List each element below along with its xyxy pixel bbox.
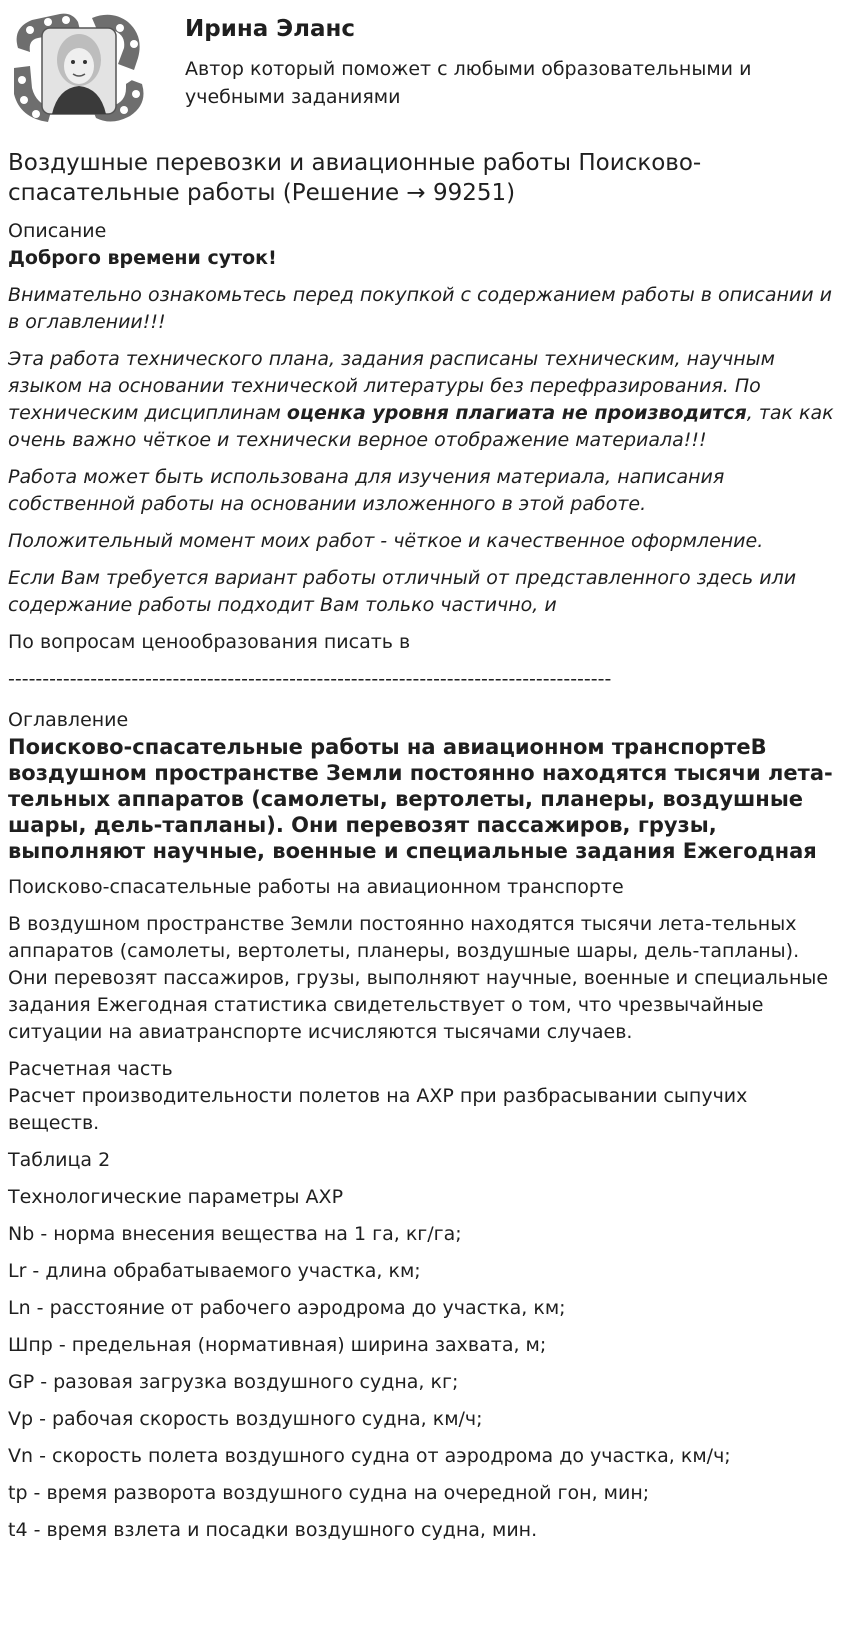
parameter-item: Ln - расстояние от рабочего аэродрома до участка, км; xyxy=(8,1297,566,1319)
section-paragraph: В воздушном пространстве Земли постоянно находятся тысячи лета-тельных аппаратов (самолеты, вертолеты, планеры, воздушные шары, дель-тапланы). Они перевозят пассажиров, грузы, выполняют научные, военные и специальные задания Ежегодная статистика свидетельствует о том, что чрезвычайные ситуации на авиатранспорте исчисляются тысячами случаев. xyxy=(8,913,829,1043)
positive-paragraph: Положительный момент моих работ - чёткое и качественное оформление. xyxy=(8,530,764,552)
variant-paragraph: Если Вам требуется вариант работы отличный от представленного здесь или содержание работы подходит Вам только частично, и xyxy=(8,567,797,616)
parameter-item: Nb - норма внесения вещества на 1 га, кг/га; xyxy=(8,1223,462,1245)
page-title: Воздушные перевозки и авиационные работы Поисково-спасательные работы (Решение → 99251) xyxy=(8,150,702,206)
technical-paragraph-bold: оценка уровня плагиата не производится xyxy=(286,402,747,424)
description-label: Описание xyxy=(8,220,107,242)
usage-paragraph: Работа может быть использована для изучения материала, написания собственной работы на основании изложенного в этой работе. xyxy=(8,466,725,515)
technical-paragraph-part1: Эта работа технического плана, задания расписаны техническим, научным языком на основании технической литературы без перефразирования. По техническим дисциплинам xyxy=(8,348,775,424)
parameters-list xyxy=(8,1221,838,1544)
section-title: Поисково-спасательные работы на авиационном транспорте xyxy=(8,876,624,898)
calc-paragraph: Расчет производительности полетов на АХР при разбрасывании сыпучих веществ. xyxy=(8,1085,748,1134)
technical-paragraph xyxy=(8,346,838,454)
parameter-item: Vp - рабочая скорость воздушного судна, км/ч; xyxy=(8,1408,483,1430)
author-description: Автор который поможет с любыми образовательными и учебными заданиями xyxy=(185,58,752,108)
toc-label: Оглавление xyxy=(8,709,129,731)
parameter-item: GP - разовая загрузка воздушного судна, кг; xyxy=(8,1371,459,1393)
parameter-item: t4 - время взлета и посадки воздушного судна, мин. xyxy=(8,1519,538,1541)
intro-paragraph: Внимательно ознакомьтесь перед покупкой с содержанием работы в описании и в оглавлении!!! xyxy=(8,284,832,333)
technical-paragraph-part2: , так как очень важно чёткое и технически верное отображение материала!!! xyxy=(8,402,834,451)
toc-heading: Поисково-спасательные работы на авиационном транспортеВ воздушном пространстве Земли постоянно находятся тысячи лета-тельных аппаратов (самолеты, вертолеты, планеры, воздушные шары, дель-тапланы). Они перевозят пассажиров, грузы, выполняют научные, военные и специальные задания Ежегодная xyxy=(8,735,833,863)
table-label: Таблица 2 xyxy=(8,1149,111,1171)
pricing-paragraph: По вопросам ценообразования писать в xyxy=(8,631,411,653)
author-name: Ирина Эланс xyxy=(185,16,356,42)
calc-label: Расчетная часть xyxy=(8,1058,173,1080)
divider-line: ---------------------------------------------------------------------------------------- xyxy=(8,668,612,690)
table-title: Технологические параметры АХР xyxy=(8,1186,344,1208)
author-header xyxy=(8,8,838,126)
parameter-item: Vn - скорость полета воздушного судна от аэродрома до участка, км/ч; xyxy=(8,1445,731,1467)
greeting: Доброго времени суток! xyxy=(8,247,277,269)
parameter-item: Lr - длина обрабатываемого участка, км; xyxy=(8,1260,421,1282)
author-avatar xyxy=(8,8,150,126)
parameter-item: Шпр - предельная (нормативная) ширина захвата, м; xyxy=(8,1334,547,1356)
main-content xyxy=(8,148,838,1554)
parameter-item: tp - время разворота воздушного судна на очередной гон, мин; xyxy=(8,1482,650,1504)
